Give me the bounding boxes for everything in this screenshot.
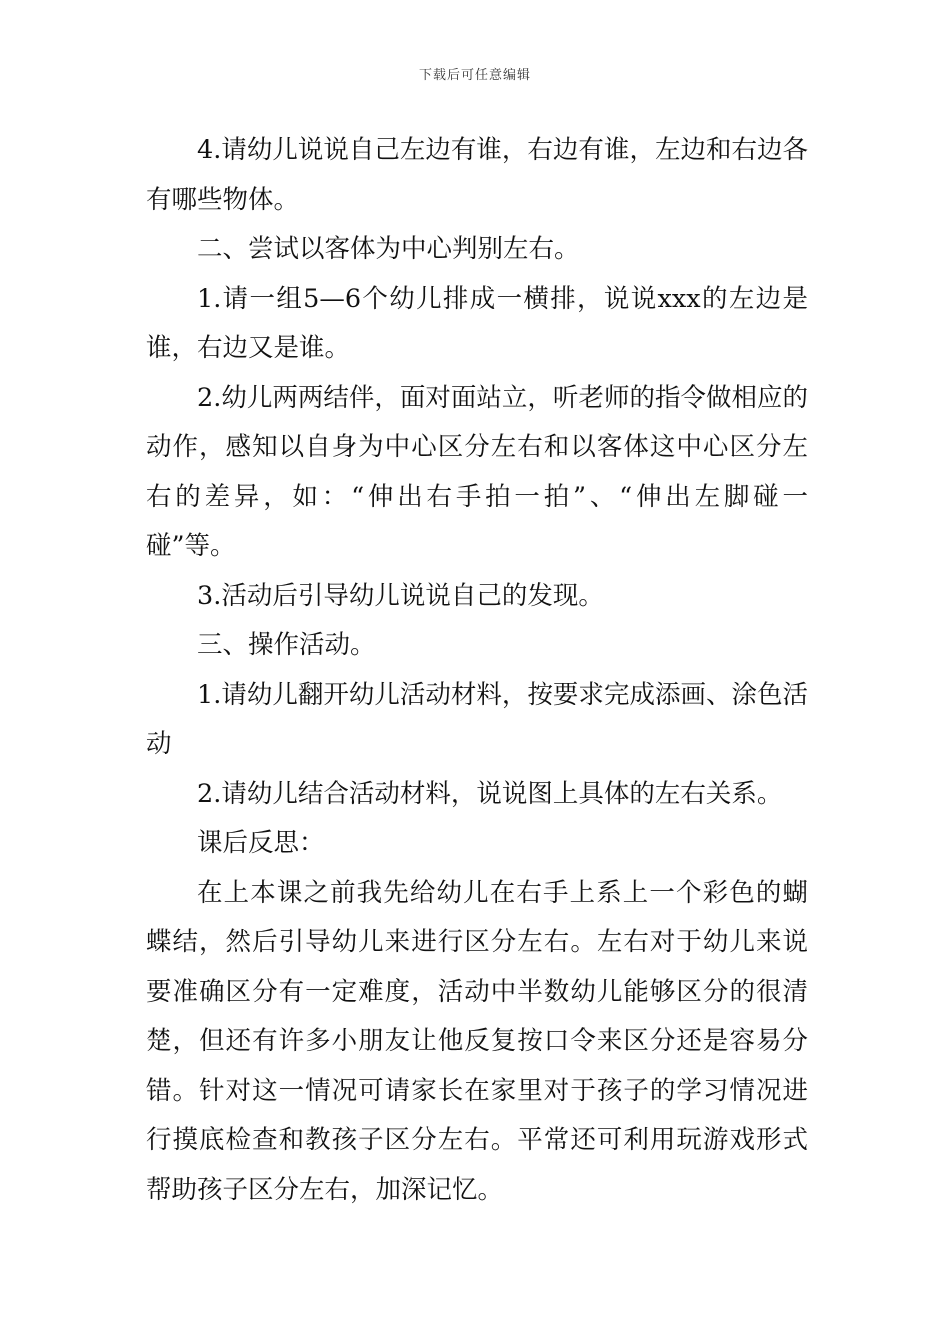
paragraph-activity-2: 2.请幼儿结合活动材料，说说图上具体的左右关系。 xyxy=(197,778,783,809)
paragraph-step-1: 1.请一组5—6个幼儿排成一横排，说说xxx的左边是谁，右边又是谁。 xyxy=(146,283,808,363)
page-header: 下载后可任意编辑 xyxy=(418,68,531,83)
paragraph-step-4: 4.请幼儿说说自己左边有谁，右边有谁，左边和右边各有哪些物体。 xyxy=(146,135,808,215)
paragraph-step-3: 3.活动后引导幼儿说说自己的发现。 xyxy=(197,580,604,611)
paragraph-step-2: 2.幼儿两两结伴，面对面站立，听老师的指令做相应的动作，感知以自身为中心区分左右和以客体这中心区分左右的差异，如：“伸出右手拍一拍”、“伸出左脚碰一碰”等。 xyxy=(146,382,808,561)
document-body xyxy=(146,126,808,1215)
section-heading-2: 二、尝试以客体为中心判别左右。 xyxy=(197,234,580,264)
reflection-heading: 课后反思： xyxy=(197,828,325,858)
reflection-paragraph: 在上本课之前我先给幼儿在右手上系上一个彩色的蝴蝶结，然后引导幼儿来进行区分左右。左右对于幼儿来说要准确区分有一定难度，活动中半数幼儿能够区分的很清楚，但还有许多小朋友让他反复按口令来区分还是容易分错。针对这一情况可请家长在家里对于孩子的学习情况进行摸底检查和教孩子区分左右。平常还可利用玩游戏形式帮助孩子区分左右，加深记忆。 xyxy=(146,877,808,1205)
paragraph-activity-1: 1.请幼儿翻开幼儿活动材料，按要求完成添画、涂色活动 xyxy=(146,679,808,759)
section-heading-3: 三、操作活动。 xyxy=(197,630,376,660)
